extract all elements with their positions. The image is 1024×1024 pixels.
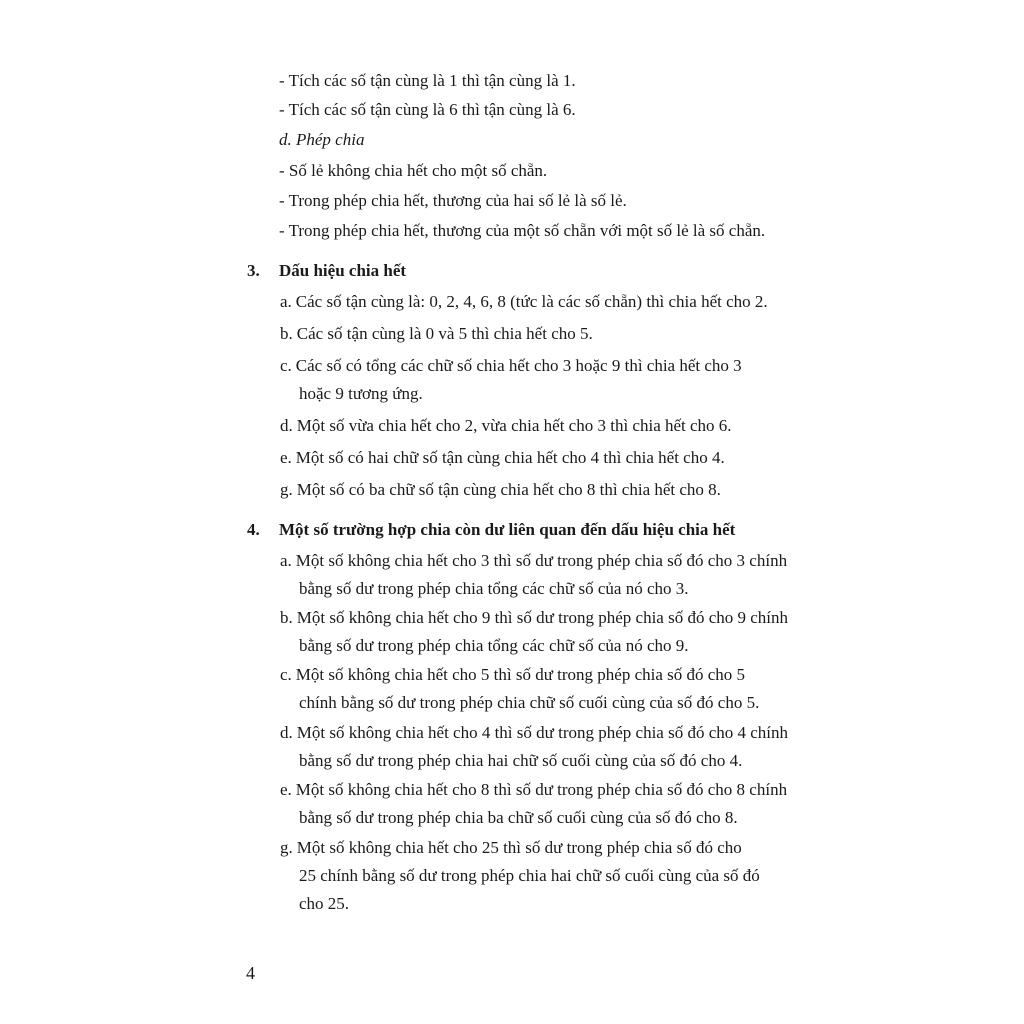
item-letter: e. — [280, 448, 292, 467]
item-text-continued: bằng số dư trong phép chia tổng các chữ số của nó cho 3. — [299, 579, 689, 598]
item-text-continued: 25 chính bằng số dư trong phép chia hai chữ số cuối cùng của số đó — [299, 866, 760, 885]
list-item — [280, 661, 798, 717]
list-item — [280, 719, 798, 775]
list-item — [280, 604, 798, 660]
intro-bullet: - Tích các số tận cùng là 1 thì tận cùng là 1. — [279, 71, 576, 90]
item-letter: d. — [280, 723, 293, 742]
item-text-continued: bằng số dư trong phép chia ba chữ số cuối cùng của số đó cho 8. — [299, 808, 738, 827]
item-letter: b. — [280, 324, 293, 343]
subsection-title: d. Phép chia — [279, 130, 365, 149]
item-text: Một số không chia hết cho 9 thì số dư trong phép chia số đó cho 9 chính — [296, 608, 789, 627]
list-item — [280, 320, 798, 348]
list-item — [280, 476, 798, 504]
item-text: Một số không chia hết cho 4 thì số dư trong phép chia số đó cho 4 chính — [296, 723, 789, 742]
item-text: Một số có hai chữ số tận cùng chia hết cho 4 thì chia hết cho 4. — [295, 448, 725, 467]
item-letter: g. — [280, 480, 293, 499]
list-item — [280, 776, 798, 832]
list-item — [280, 288, 798, 316]
item-letter: a. — [280, 292, 292, 311]
item-text-continued: chính bằng số dư trong phép chia chữ số cuối cùng của số đó cho 5. — [299, 693, 760, 712]
intro-bullet: - Tích các số tận cùng là 6 thì tận cùng là 6. — [279, 100, 576, 119]
item-letter: a. — [280, 551, 292, 570]
item-letter: c. — [280, 356, 292, 375]
item-text: Các số tận cùng là: 0, 2, 4, 6, 8 (tức là các số chẵn) thì chia hết cho 2. — [295, 292, 768, 311]
item-letter: b. — [280, 608, 293, 627]
item-text: Một số có ba chữ số tận cùng chia hết cho 8 thì chia hết cho 8. — [296, 480, 721, 499]
item-letter: d. — [280, 416, 293, 435]
list-item — [280, 444, 798, 472]
page-number: 4 — [246, 963, 255, 983]
list-item — [280, 547, 798, 603]
item-text-continued: bằng số dư trong phép chia hai chữ số cuối cùng của số đó cho 4. — [299, 751, 743, 770]
section-title: Dấu hiệu chia hết — [279, 261, 407, 280]
item-text: Các số tận cùng là 0 và 5 thì chia hết cho 5. — [296, 324, 593, 343]
item-text-continued: hoặc 9 tương ứng. — [299, 384, 423, 403]
section-title: Một số trường hợp chia còn dư liên quan đến dấu hiệu chia hết — [279, 520, 736, 539]
subsection-bullet: - Trong phép chia hết, thương của hai số lẻ là số lẻ. — [279, 191, 627, 210]
section-number: 4. — [247, 520, 260, 539]
list-item — [280, 352, 798, 408]
item-text: Các số có tổng các chữ số chia hết cho 3 hoặc 9 thì chia hết cho 3 — [295, 356, 742, 375]
section-number: 3. — [247, 261, 260, 280]
item-letter: e. — [280, 780, 292, 799]
subsection-bullet: - Trong phép chia hết, thương của một số chẵn với một số lẻ là số chẵn. — [279, 221, 766, 240]
subsection-bullet: - Số lẻ không chia hết cho một số chẵn. — [279, 161, 548, 180]
item-text-continued: bằng số dư trong phép chia tổng các chữ số của nó cho 9. — [299, 636, 689, 655]
item-letter: c. — [280, 665, 292, 684]
item-letter: g. — [280, 838, 293, 857]
section-heading — [247, 519, 735, 541]
item-text: Một số không chia hết cho 3 thì số dư trong phép chia số đó cho 3 chính — [295, 551, 788, 570]
item-text: Một số không chia hết cho 8 thì số dư trong phép chia số đó cho 8 chính — [295, 780, 788, 799]
item-text-continued: cho 25. — [299, 894, 350, 913]
item-text: Một số vừa chia hết cho 2, vừa chia hết cho 3 thì chia hết cho 6. — [296, 416, 732, 435]
list-item — [280, 834, 798, 918]
item-text: Một số không chia hết cho 5 thì số dư trong phép chia số đó cho 5 — [295, 665, 746, 684]
item-text: Một số không chia hết cho 25 thì số dư trong phép chia số đó cho — [296, 838, 742, 857]
list-item — [280, 412, 798, 440]
section-heading — [247, 260, 406, 282]
